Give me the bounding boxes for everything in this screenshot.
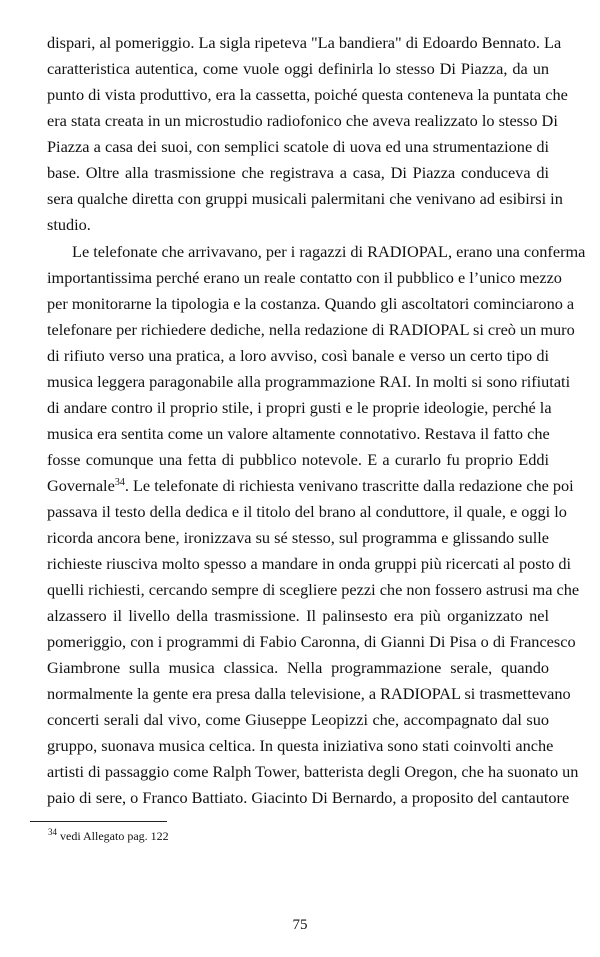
text-line: quelli richiesti, cercando sempre di scegliere pezzi che non fossero astrusi ma che xyxy=(47,580,580,599)
footnote-reference[interactable]: 34 xyxy=(114,477,125,488)
text-line: sera qualche diretta con gruppi musicali palermitani che venivano ad esibirsi in xyxy=(47,189,563,208)
text-line: di andare contro il proprio stile, i propri gusti e le proprie ideologie, perché la xyxy=(47,398,552,417)
text-line: gruppo, suonava musica celtica. In questa iniziativa sono stati coinvolti anche xyxy=(47,736,554,755)
text-line: paio di sere, o Franco Battiato. Giacinto Di Bernardo, a proposito del cantautore xyxy=(47,788,570,807)
text-fragment: Governale xyxy=(47,476,115,495)
page-number: 75 xyxy=(292,917,308,933)
text-line: punto di vista produttivo, era la cassetta, poiché questa conteneva la puntata che xyxy=(47,85,568,104)
text-line: pomeriggio, con i programmi di Fabio Caronna, di Gianni Di Pisa o di Francesco xyxy=(47,632,576,651)
text-line: Piazza a casa dei suoi, con semplici scatole di uova ed una strumentazione di xyxy=(47,137,549,156)
text-line: passava il testo della dedica e il titolo del brano al conduttore, il quale, e oggi lo xyxy=(47,502,567,521)
text-line: concerti serali dal vivo, come Giuseppe Leopizzi che, accompagnato dal suo xyxy=(47,710,549,729)
text-line: era stata creata in un microstudio radiofonico che aveva realizzato lo stesso Di xyxy=(47,111,558,130)
text-line: ricorda ancora bene, ironizzava su sé stesso, sul programma e glissando sulle xyxy=(47,528,549,547)
text-line: telefonare per richiedere dediche, nella redazione di RADIOPAL si creò un muro xyxy=(47,320,575,339)
text-line: di rifiuto verso una pratica, a loro avviso, così banale e verso un certo tipo di xyxy=(47,346,549,365)
text-line: fosse comunque una fetta di pubblico notevole. E a curarlo fu proprio Eddi xyxy=(47,450,549,469)
text-line xyxy=(47,476,574,496)
text-line: Le telefonate che arrivavano, per i ragazzi di RADIOPAL, erano una conferma xyxy=(72,242,586,261)
text-line: caratteristica autentica, come vuole oggi definirla lo stesso Di Piazza, da un xyxy=(47,59,549,78)
text-line: base. Oltre alla trasmissione che registrava a casa, Di Piazza conduceva di xyxy=(47,163,549,182)
text-line: musica era sentita come un valore altamente connotativo. Restava il fatto che xyxy=(47,424,550,443)
text-line: musica leggera paragonabile alla programmazione RAI. In molti si sono rifiutati xyxy=(47,372,571,391)
footnote xyxy=(48,828,169,844)
text-line: per monitorarne la tipologia e la costanza. Quando gli ascoltatori cominciarono a xyxy=(47,294,575,313)
footnote-divider xyxy=(30,821,167,822)
text-line: importantissima perché erano un reale contatto con il pubblico e l’unico mezzo xyxy=(47,268,562,287)
text-line: Giambrone sulla musica classica. Nella programmazione serale, quando xyxy=(47,658,549,677)
footnote-text: vedi Allegato pag. 122 xyxy=(57,829,169,843)
text-line: artisti di passaggio come Ralph Tower, batterista degli Oregon, che ha suonato un xyxy=(47,762,579,781)
text-fragment: . Le telefonate di richiesta venivano trascritte dalla redazione che poi xyxy=(124,476,574,495)
text-line: normalmente la gente era presa dalla televisione, a RADIOPAL si trasmettevano xyxy=(47,684,571,703)
text-line: alzassero il livello della trasmissione. Il palinsesto era più organizzato nel xyxy=(47,606,549,625)
text-line: dispari, al pomeriggio. La sigla ripeteva "La bandiera" di Edoardo Bennato. La xyxy=(47,33,562,52)
footnote-number: 34 xyxy=(48,827,57,837)
text-line: studio. xyxy=(47,215,91,234)
text-line: richieste riusciva molto spesso a mandare in onda gruppi più ricercati al posto di xyxy=(47,554,572,573)
